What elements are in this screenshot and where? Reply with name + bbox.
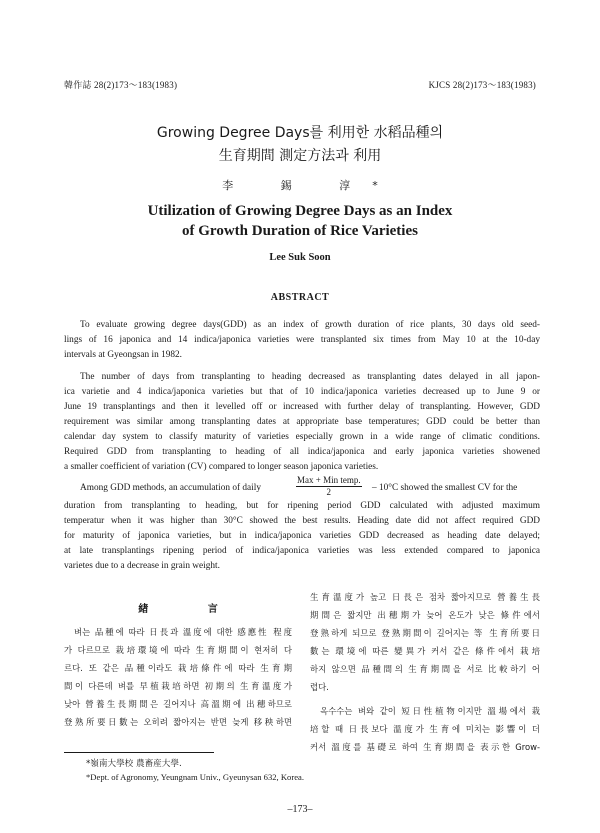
abstract-heading: ABSTRACT xyxy=(270,292,330,303)
english-title-line-1: Utilization of Growing Degree Days as an Index xyxy=(147,203,453,219)
temperature-fraction xyxy=(296,475,362,498)
abstract-line: June 19 transplantings and then it levelled off or increased with further delay of transplanting. However, GDD xyxy=(64,402,540,412)
formula-trail-text: – 10°C showed the smallest CV for the xyxy=(372,483,518,493)
page-number: –173– xyxy=(287,804,313,815)
abstract-line: intervals at Gyeongsan in 1982. xyxy=(64,350,182,360)
intro-line: 커서 溫度를 基礎로 하여 生育期間을 表示한 Grow- xyxy=(310,742,540,752)
abstract-line: duration from transplanting to heading, but for ripening period GDD calculated with adjusted maximum xyxy=(64,501,540,511)
intro-line: 렵다. xyxy=(310,682,329,692)
formula-lead-text: Among GDD methods, an accumulation of daily xyxy=(80,483,261,493)
fraction-numerator: Max + Min temp. xyxy=(297,475,361,485)
english-title-line-2: of Growth Duration of Rice Varieties xyxy=(182,223,418,239)
intro-line: 벼는 品種에 따라 日長과 溫度에 대한 感應性 程度 xyxy=(74,627,292,637)
footnote-korean-affiliation: *嶺南大學校 農畜産大學. xyxy=(86,759,182,769)
introduction-right-column xyxy=(310,588,540,756)
intro-line: 生育溫度가 높고 日長은 점차 짧아지므로 營養生長 xyxy=(310,592,540,602)
intro-line: 옥수수는 벼와 같이 短日性植物이지만 溫場에서 栽 xyxy=(320,706,540,716)
abstract-line: ica varietie and 4 indica/japonica varieties but that of 10 indica/japonica varieties decreased up to June 9 or xyxy=(64,387,540,397)
intro-line: 間이 다른데 벼를 早植栽培하면 初期의 生育溫度가 xyxy=(64,681,292,691)
abstract-formula-line xyxy=(64,475,540,499)
abstract-body xyxy=(64,318,540,574)
abstract-line: The number of days from transplanting to heading decreased as transplanting dates delayed in all japon- xyxy=(80,372,540,382)
korean-title-line-2: 生育期間 測定方法과 利用 xyxy=(218,148,382,164)
intro-line: 期間은 짧지만 出穗期가 늦어 온도가 낮은 條件에서 xyxy=(310,610,540,620)
introduction-heading: 緖 言 xyxy=(138,604,246,615)
english-author: Lee Suk Soon xyxy=(269,252,331,263)
fraction-denominator: 2 xyxy=(326,487,332,497)
running-header-korean: 韓作誌 28(2)173～183(1983) xyxy=(64,80,178,90)
korean-title-line-1: Growing Degree Days를 利用한 水稻品種의 xyxy=(156,125,444,141)
abstract-line: varietes due to a decrease in grain weight. xyxy=(64,561,220,571)
footnote-divider xyxy=(64,752,214,753)
intro-line: 가 다르므로 栽培環境에 따라 生育期間이 현저히 다 xyxy=(64,645,292,655)
korean-author: 李 錫 淳* xyxy=(222,179,400,192)
abstract-line: lings of 16 japonica and 14 indica/japonica varieties were transplanted six times from May 10 at the 10-day xyxy=(64,335,540,345)
abstract-line: To evaluate growing degree days(GDD) as an index of growth duration of rice plants, 30 days old seed- xyxy=(80,320,540,330)
intro-line: 登熟所要日數는 오히려 짧아지는 반면 늦게 移秧하면 xyxy=(64,717,292,727)
intro-line: 數는 環境에 따른 變異가 커서 같은 條件에서 栽培 xyxy=(310,646,540,656)
abstract-line: requirement was similar among transplanting dates at appropriate base temperatures; GDD could be better than xyxy=(64,417,540,427)
abstract-line: for maturity of japonica varieties, but in indica/japonica varieties GDD decreased as heading date delayed; xyxy=(64,531,540,541)
intro-line: 하지 않으면 品種間의 生育期間을 서로 比較하기 어 xyxy=(310,664,540,674)
abstract-line: Required GDD from transplanting to heading of all indica/japonica and early japonica varieties showened xyxy=(64,447,540,457)
abstract-line: a smaller coefficient of variation (CV) compared to longer season japonica varieties. xyxy=(64,462,379,472)
abstract-line: temperatur when it was higher than 30°C showed the best results. Heading date did not affect required GDD xyxy=(64,516,540,526)
footnote-english-affiliation: *Dept. of Agronomy, Yeungnam Univ., Gyeunysan 632, Korea. xyxy=(86,772,304,782)
abstract-line: calendar day system to classify maturity of varieties especially grown in a wide range of climatic conditions. xyxy=(64,432,540,442)
intro-line: 낮아 營養生長期間은 길어지나 高溫期에 出穗하므로 xyxy=(64,699,292,709)
intro-line: 르다. 또 같은 品種이라도 栽培條件에 따라 生育期 xyxy=(64,663,292,673)
introduction-left-column xyxy=(64,588,292,731)
running-header-english: KJCS 28(2)173～183(1983) xyxy=(428,80,536,90)
intro-line: 登熟하게 되므로 登熟期間이 길어지는 等 生育所要日 xyxy=(310,628,540,638)
intro-line: 培할 때 日長보다 溫度가 生育에 미치는 影響이 더 xyxy=(310,724,540,734)
abstract-line: at late transplantings ripening period of indica/japonica varieties was less extended compared to japonica xyxy=(64,546,540,556)
